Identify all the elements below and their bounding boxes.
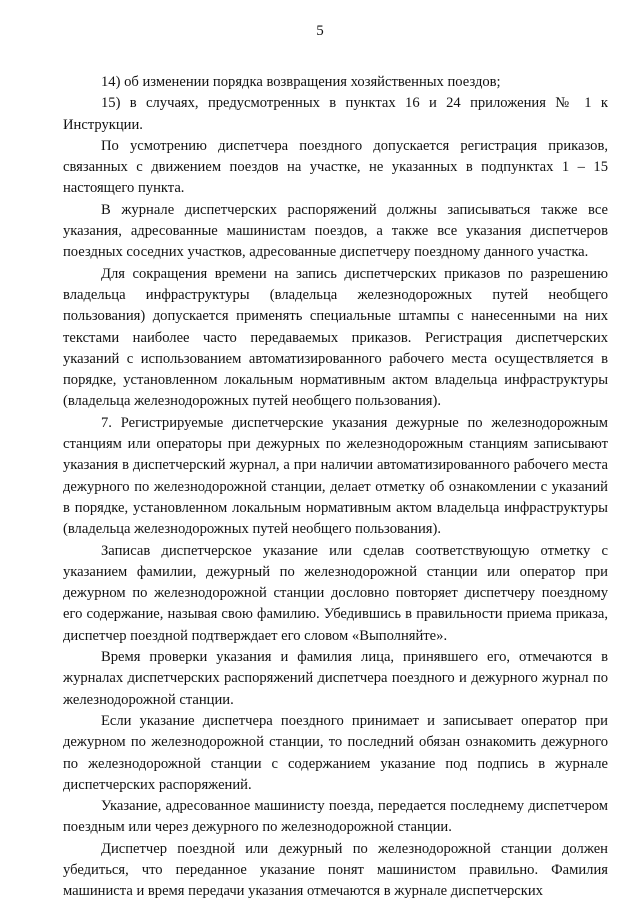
- paragraph-special-stamps: Для сокращения времени на запись диспетчерских приказов по разрешению владельца инфраструктуры (владельца железнодорожных путей необщего пользования) допускается применять специальные штампы с нанесенными на них текстами наиболее часто передаваемых приказов. Регистрация диспетчерских указаний с использованием автоматизированного рабочего места осуществляется в порядке, установленном локальным нормативным актом владельца инфраструктуры (владельца железнодорожных путей необщего пользования).: [63, 265, 608, 410]
- page-number: 5: [316, 23, 324, 39]
- paragraph-operator-acceptance: Если указание диспетчера поездного принимает и записывает оператор при дежурном по железнодорожной станции, то последний обязан ознакомить дежурного по железнодорожной станции с содержанием указание под подпись в журнале диспетчерских распоряжений.: [63, 712, 608, 793]
- paragraph-discretion-registration: По усмотрению диспетчера поездного допускается регистрация приказов, связанных с движением поездов на участке, не указанных в подпунктах 1 – 15 настоящего пункта.: [63, 137, 608, 197]
- paragraph-subitem-14: 14) об изменении порядка возвращения хозяйственных поездов;: [101, 74, 501, 90]
- paragraph-journal-records: В журнале диспетчерских распоряжений должны записываться также все указания, адресованные машинистам поездов, а также все указания диспетчеров поездных соседних участков, адресованные диспетчеру поездному данного участка.: [63, 201, 608, 261]
- paragraph-driver-instruction: Указание, адресованное машинисту поезда, передается последнему диспетчером поездным или через дежурного по железнодорожной станции.: [63, 798, 608, 836]
- document-body: [63, 72, 608, 903]
- paragraph-subitem-15: 15) в случаях, предусмотренных в пунктах 16 и 24 приложения № 1 к Инструкции.: [63, 95, 608, 133]
- paragraph-check-time: Время проверки указания и фамилия лица, принявшего его, отмечаются в журналах диспетчерских распоряжений диспетчера поездного и дежурного журнал по железнодорожной станции.: [63, 649, 608, 708]
- paragraph-verify-understanding: Диспетчер поездной или дежурный по железнодорожной станции должен убедиться, что переданное указание понят машинистом правильно. Фамилия машиниста и время передачи указания отмечаются в журнале диспетчерских: [63, 840, 608, 900]
- paragraph-repeat-instruction: Записав диспетчерское указание или сделав соответствующую отметку с указанием фамилии, дежурный по железнодорожной станции или оператор при дежурном по железнодорожной станции дословно повторяет диспетчеру поездному его содержание, называя свою фамилию. Убедившись в правильности приема приказа, диспетчер поездной подтверждает его словом «Выполняйте».: [63, 542, 608, 644]
- paragraph-item-7: 7. Регистрируемые диспетчерские указания дежурные по железнодорожным станциям или операторы при дежурных по железнодорожным станциям записывают указания в диспетчерский журнал, а при наличии автоматизированного рабочего места дежурного по железнодорожной станции, делает отметку об ознакомлении с указаний в порядке, установленном локальным нормативным актом владельца инфраструктуры (владельца железнодорожных путей необщего пользования).: [63, 414, 608, 538]
